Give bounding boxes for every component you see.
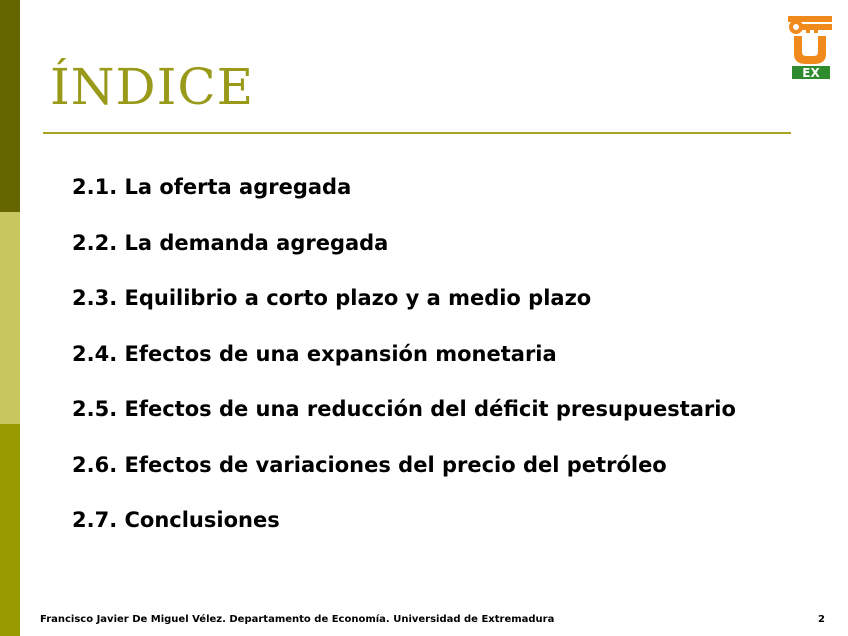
title-divider bbox=[43, 132, 791, 134]
toc-item: 2.5. Efectos de una reducción del déficit presupuestario bbox=[72, 397, 736, 421]
toc-item: 2.3. Equilibrio a corto plazo y a medio plazo bbox=[72, 286, 592, 310]
side-bar-top bbox=[0, 0, 20, 212]
side-bar-bottom bbox=[0, 424, 20, 636]
toc-item: 2.1. La oferta agregada bbox=[72, 175, 352, 199]
slide-title: ÍNDICE bbox=[50, 58, 255, 116]
toc-item: 2.7. Conclusiones bbox=[72, 508, 280, 532]
footer-credit: Francisco Javier De Miguel Vélez. Departamento de Economía. Universidad de Extremadura bbox=[40, 614, 555, 625]
table-of-contents bbox=[72, 172, 736, 561]
side-bar-middle bbox=[0, 212, 20, 424]
toc-item: 2.4. Efectos de una expansión monetaria bbox=[72, 341, 557, 366]
toc-item: 2.2. La demanda agregada bbox=[72, 230, 389, 255]
uex-logo bbox=[786, 14, 834, 80]
toc-item: 2.6. Efectos de variaciones del precio del petróleo bbox=[72, 452, 667, 477]
logo-text: EX bbox=[802, 66, 820, 80]
page-number: 2 bbox=[818, 614, 825, 625]
